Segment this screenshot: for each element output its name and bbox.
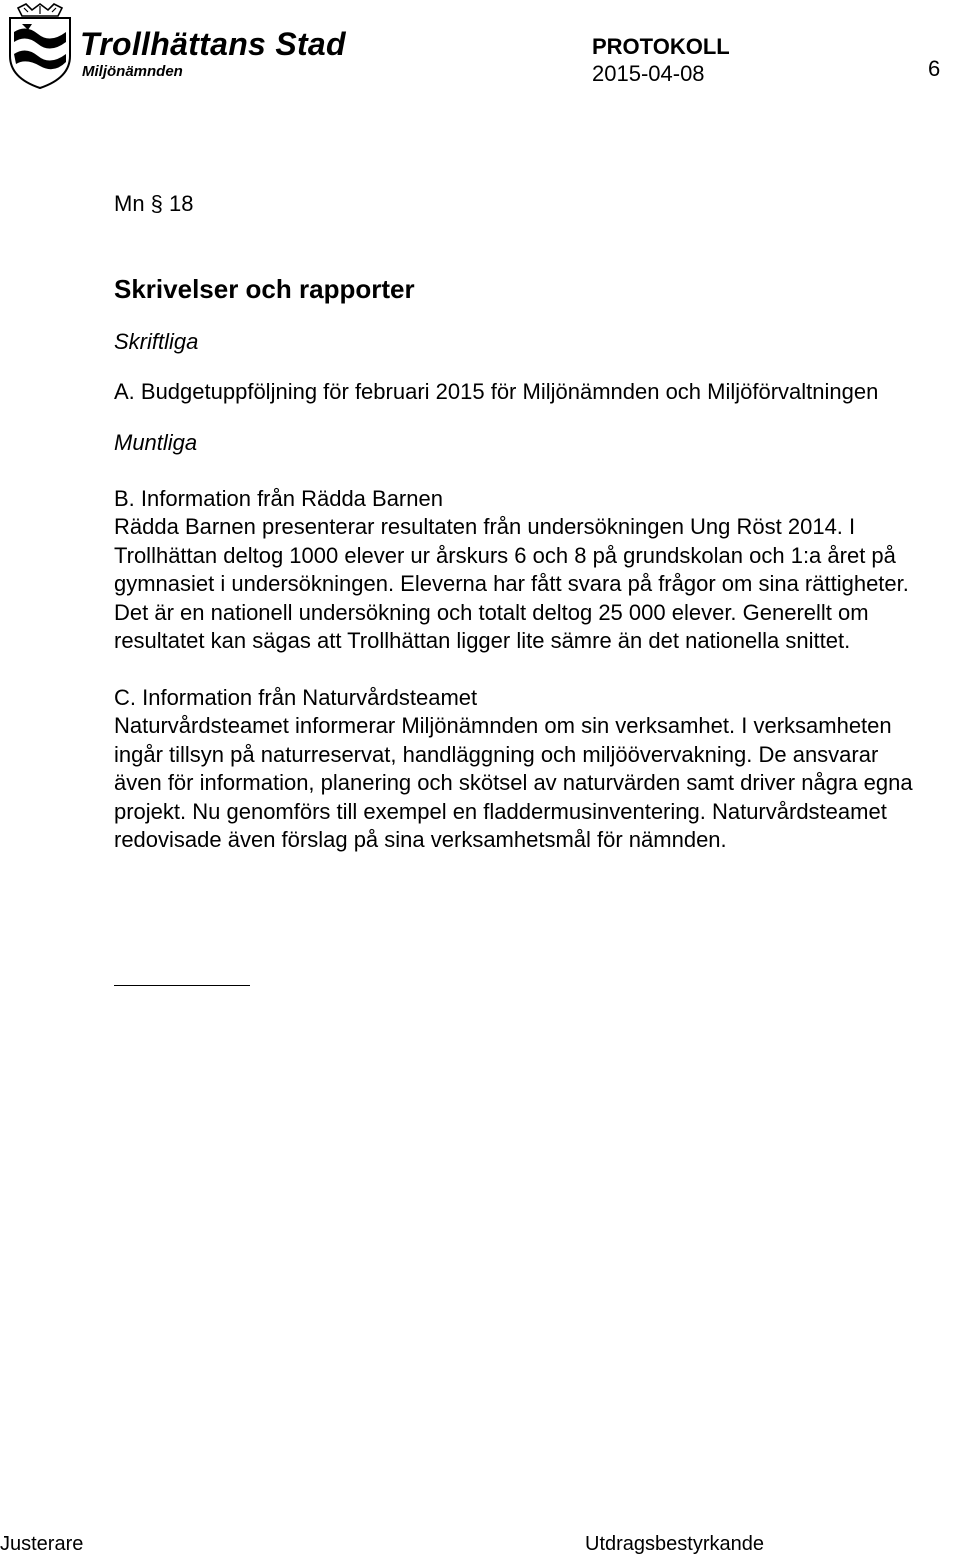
department-name: Miljönämnden — [82, 63, 183, 80]
oral-heading: Muntliga — [114, 429, 198, 455]
item-b — [114, 485, 914, 656]
item-a-text: A. Budgetuppföljning för februari 2015 för Miljönämnden och Miljöförvaltningen — [114, 379, 879, 404]
section-title: Skrivelser och rapporter — [114, 274, 415, 304]
coat-of-arms-icon — [4, 2, 76, 90]
footer-extract-label: Utdragsbestyrkande — [585, 1533, 764, 1555]
document-date: 2015-04-08 — [592, 61, 705, 86]
org-name: Trollhättans Stad — [80, 26, 346, 62]
page-number: 6 — [928, 56, 941, 81]
protocol-body — [114, 188, 914, 855]
written-heading: Skriftliga — [114, 329, 199, 354]
item-c-title: C. Information från Naturvårdsteamet — [114, 684, 478, 710]
page-header — [0, 0, 960, 100]
item-c-body: Naturvårdsteamet informerar Miljönämnden om sin verksamhet. I verksamheten ingår tillsyn på naturreservat, handläggning och miljöövervakning. De ansvarar även för information, planering och skötsel av naturvärden samt driver några egna projekt. Nu genomförs till exempel en fladdermusinventering. Naturvårdsteamet redovisade även förslag på sina verksamhetsmål för nämnden. — [114, 713, 913, 852]
footer-signatory-label: Justerare — [0, 1533, 84, 1555]
document-type: PROTOKOLL — [592, 34, 730, 59]
section-reference: Mn § 18 — [114, 191, 194, 216]
item-c — [114, 684, 914, 855]
item-b-body: Rädda Barnen presenterar resultaten från undersökningen Ung Röst 2014. I Trollhättan deltog 1000 elever ur årskurs 6 och 8 på grundskolan och 1:a året på gymnasiet i undersökningen. Eleverna har fått svara på frågor om sina rättigheter. Det är en nationell undersökning och totalt deltog 25 000 elever. Generellt om resultatet kan sägas att Trollhättan ligger lite sämre än det nationella snittet. — [114, 514, 909, 653]
end-rule — [114, 985, 250, 986]
item-b-title: B. Information från Rädda Barnen — [114, 485, 443, 511]
item-a — [114, 378, 914, 407]
